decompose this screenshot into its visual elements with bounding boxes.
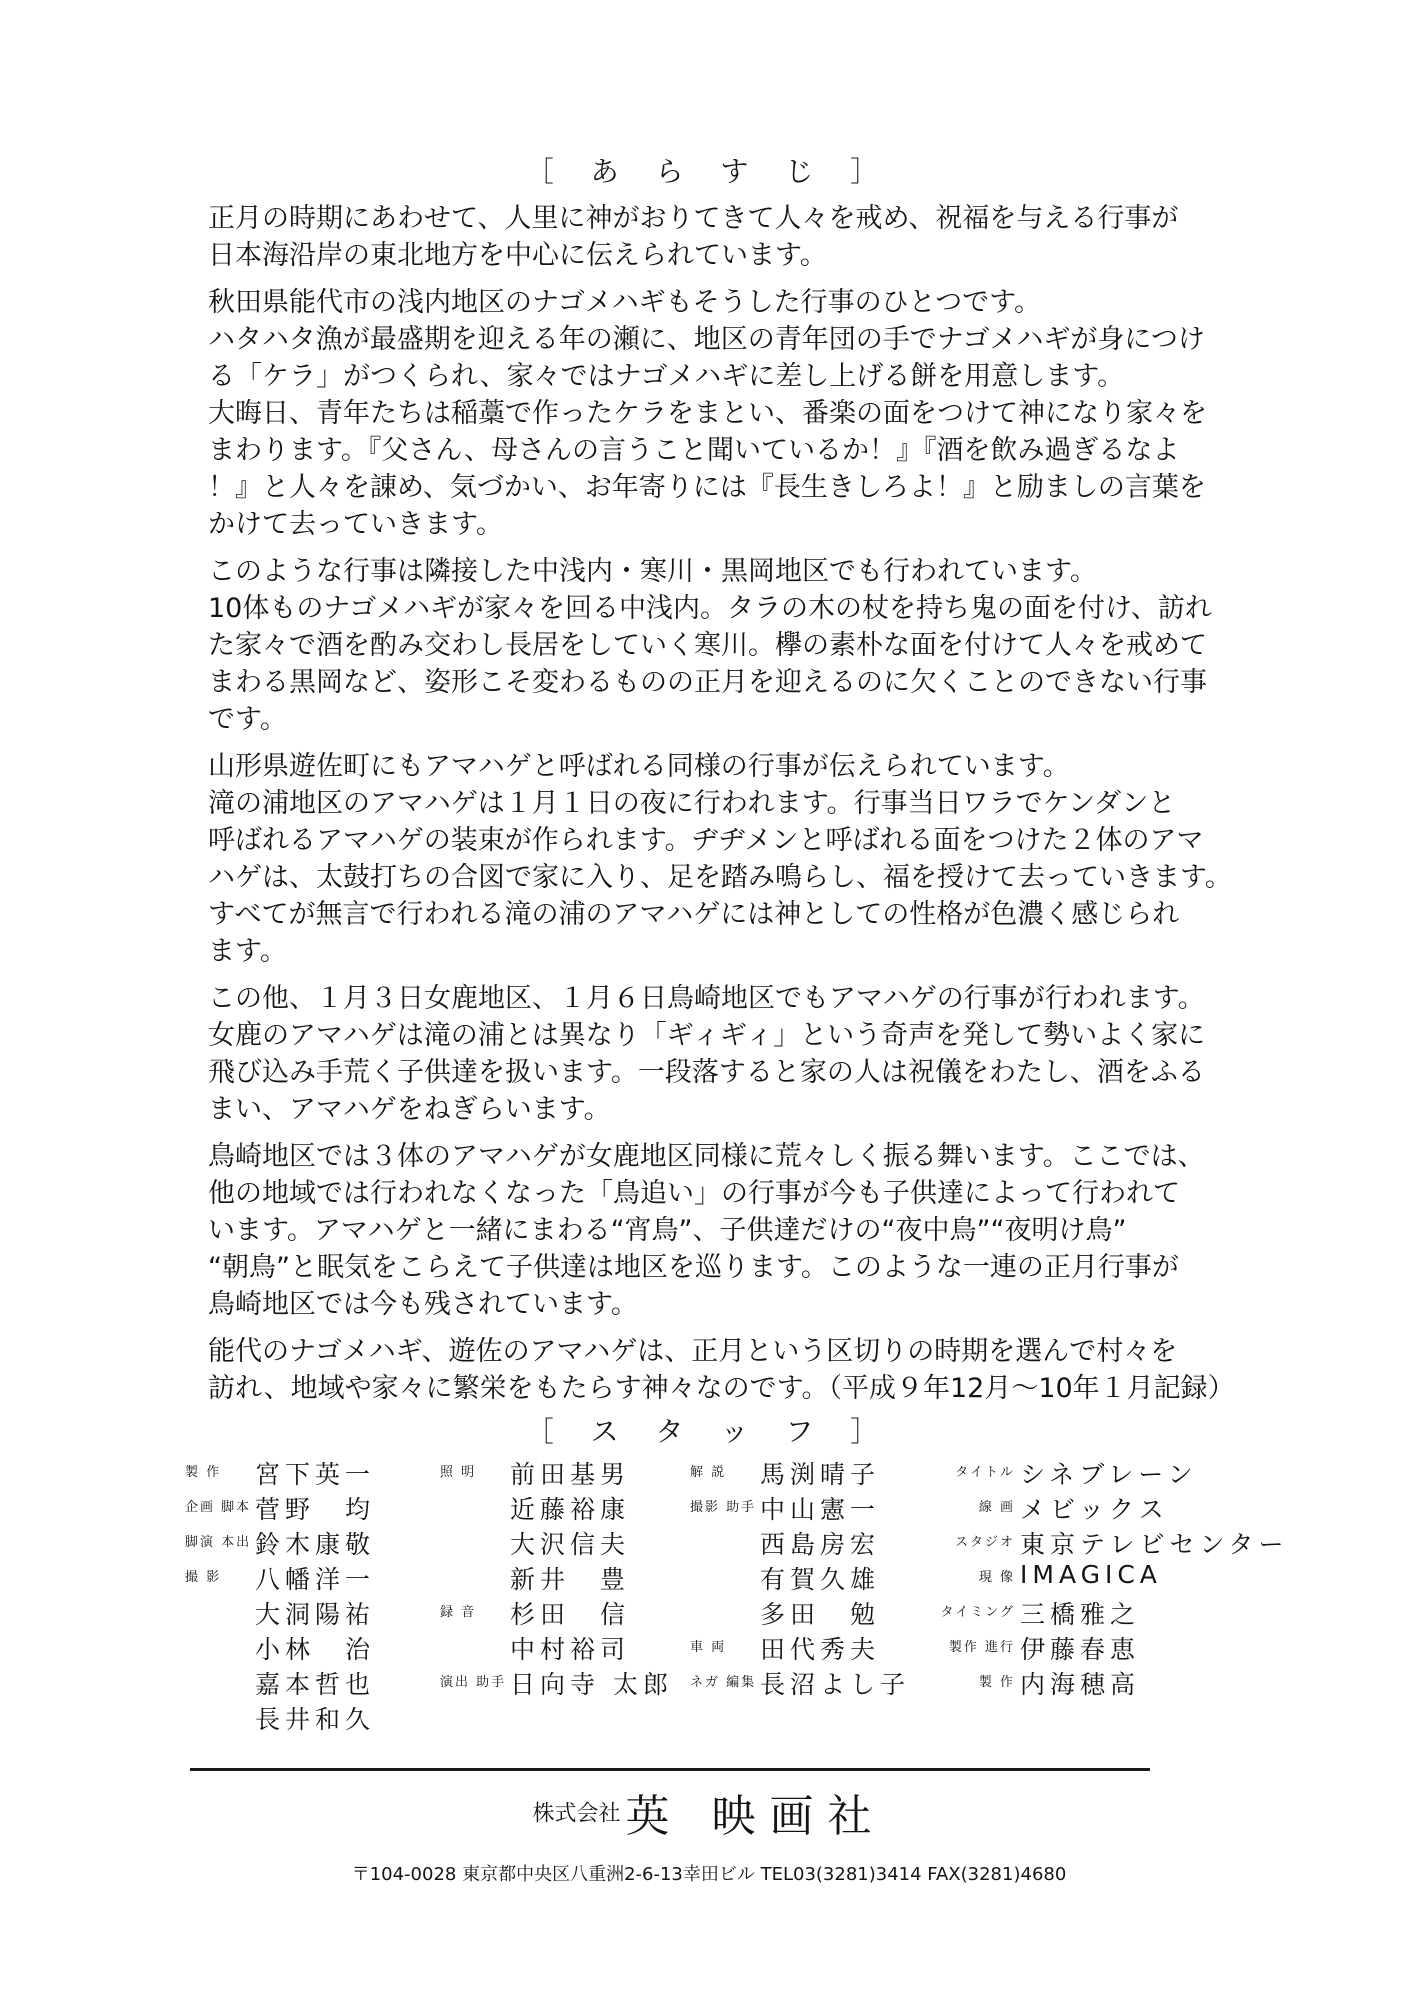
- synopsis-paragraph: [208, 1333, 1235, 1407]
- staff-credit: [900, 1595, 1230, 1630]
- staff-credit: [900, 1665, 1230, 1700]
- staff-name: 八幡洋一: [255, 1565, 376, 1594]
- staff-name: 西島房宏: [760, 1530, 881, 1559]
- synopsis-line: すべてが無言で行われる滝の浦のアマハゲには神としての性格が色濃く感じられ: [208, 899, 1180, 930]
- staff-role: 撮 影: [185, 1570, 222, 1585]
- synopsis-line: 滝の浦地区のアマハゲは１月１日の夜に行われます。行事当日ワラでケンダンと: [208, 788, 1176, 819]
- synopsis-line: まわる黒岡など、姿形こそ変わるものの正月を迎えるのに欠くことのできない行事: [208, 667, 1207, 698]
- synopsis-line: 能代のナゴメハギ、遊佐のアマハゲは、正月という区切りの時期を選んで村々を: [208, 1336, 1178, 1367]
- synopsis-paragraph: [208, 553, 1212, 738]
- staff-role: 撮影 助手: [690, 1500, 757, 1515]
- staff-name: 長井和久: [255, 1705, 376, 1734]
- staff-name: 日向寺 太郎: [510, 1670, 673, 1699]
- staff-name: 菅野 均: [255, 1495, 376, 1524]
- staff-name: IMAGICA: [1020, 1560, 1162, 1589]
- synopsis-line: です。: [208, 704, 287, 735]
- staff-role: ネガ 編集: [690, 1675, 757, 1690]
- synopsis-line: まわります。『父さん、母さんの言うこと聞いているか！』『酒を飲み過ぎるなよ: [208, 435, 1180, 466]
- staff-role: 製 作: [978, 1675, 1015, 1690]
- synopsis-line: 他の地域では行われなくなった「鳥追い」の行事が今も子供達によって行われて: [208, 1178, 1180, 1209]
- synopsis-line: かけて去っていきます。: [208, 509, 503, 540]
- synopsis-line: ハゲは、太鼓打ちの合図で家に入り、足を踏み鳴らし、福を授けて去っていきます。: [208, 862, 1232, 893]
- staff-name: 新井 豊: [510, 1565, 631, 1594]
- staff-name: 中村裕司: [510, 1635, 631, 1664]
- synopsis-paragraph: [208, 1138, 1205, 1323]
- staff-name: 嘉本哲也: [255, 1670, 376, 1699]
- staff-role: 製 作: [185, 1465, 222, 1480]
- staff-column-4: [900, 1455, 1289, 1700]
- staff-role: 製作 進行: [948, 1640, 1015, 1655]
- staff-name: 小林 治: [255, 1635, 376, 1664]
- staff-credit: [900, 1455, 1230, 1490]
- synopsis-line: このような行事は隣接した中浅内・寒川・黒岡地区でも行われています。: [208, 556, 1097, 587]
- staff-name: 鈴木康敬: [255, 1530, 376, 1559]
- synopsis-line: ます。: [208, 936, 287, 967]
- synopsis-line: まい、アマハゲをねぎらいます。: [208, 1094, 611, 1125]
- staff-name: 近藤裕康: [510, 1495, 631, 1524]
- staff-name: 有賀久雄: [760, 1565, 881, 1594]
- staff-name: 東京テレビセンター: [1020, 1530, 1289, 1559]
- staff-name: 内海穂高: [1020, 1670, 1141, 1699]
- staff-role: 脚演 本出: [185, 1535, 252, 1550]
- staff-role: 演出 助手: [440, 1675, 507, 1690]
- synopsis-line: この他、１月３日女鹿地区、１月６日鳥崎地区でもアマハゲの行事が行われます。: [208, 983, 1205, 1014]
- staff-heading: ［ ス タ ッ フ ］: [525, 1415, 893, 1448]
- staff-name: 杉田 信: [510, 1600, 631, 1629]
- synopsis-line: 日本海沿岸の東北地方を中心に伝えられています。: [208, 240, 827, 271]
- staff-name: メビックス: [1020, 1495, 1169, 1524]
- synopsis-body: [208, 200, 1235, 1417]
- staff-name: 大沢信夫: [510, 1530, 631, 1559]
- synopsis-line: 鳥崎地区では３体のアマハゲが女鹿地区同様に荒々しく振る舞います。ここでは、: [208, 1141, 1205, 1172]
- staff-role: 解 説: [690, 1465, 727, 1480]
- staff-credit: [900, 1560, 1230, 1595]
- staff-name: 田代秀夫: [760, 1635, 881, 1664]
- staff-role: 現 像: [978, 1570, 1015, 1585]
- synopsis-line: る「ケラ」がつくられ、家々ではナゴメハギに差し上げる餅を用意します。: [208, 361, 1125, 392]
- synopsis-line: 呼ばれるアマハゲの装束が作られます。ヂヂメンと呼ばれる面をつけた２体のアマ: [208, 825, 1204, 856]
- synopsis-paragraph: [208, 200, 1198, 274]
- staff-credit: [185, 1700, 515, 1735]
- staff-name: 大洞陽祐: [255, 1600, 376, 1629]
- staff-name: 馬渕晴子: [760, 1460, 881, 1489]
- staff-name: 多田 勉: [760, 1600, 881, 1629]
- synopsis-line: 山形県遊佐町にもアマハゲと呼ばれる同様の行事が伝えられています。: [208, 751, 1070, 782]
- synopsis-heading: ［ あ ら す じ ］: [525, 155, 893, 188]
- synopsis-line: います。アマハゲと一緒にまわる“宵鳥”、子供達だけの“夜中鳥”“夜明け鳥”: [208, 1215, 1127, 1246]
- synopsis-paragraph: [208, 748, 1232, 970]
- staff-role: 照 明: [440, 1465, 477, 1480]
- synopsis-line: 鳥崎地区では今も残されています。: [208, 1289, 638, 1320]
- staff-role: タイトル: [955, 1465, 1015, 1480]
- staff-role: 企画 脚本: [185, 1500, 252, 1515]
- synopsis-line: 女鹿のアマハゲは滝の浦とは異なり「ギィギィ」という奇声を発して勢いよく家に: [208, 1020, 1206, 1051]
- divider-rule: [190, 1768, 1150, 1771]
- staff-role: 線 画: [978, 1500, 1015, 1515]
- company-block: [0, 1780, 1418, 1844]
- staff-role: スタジオ: [954, 1535, 1015, 1550]
- staff-role: 録 音: [440, 1605, 477, 1620]
- staff-role: タイミング: [940, 1605, 1015, 1620]
- staff-credit: [900, 1525, 1289, 1560]
- company-address: 〒104-0028 東京都中央区八重洲2-6-13幸田ビル TEL03(3281)3414 FAX(3281)4680: [351, 1864, 1067, 1885]
- staff-name: シネブレーン: [1020, 1460, 1198, 1489]
- synopsis-line: “朝鳥”と眠気をこらえて子供達は地区を巡ります。このような一連の正月行事が: [208, 1252, 1179, 1283]
- staff-name: 宮下英一: [255, 1460, 376, 1489]
- synopsis-line: ハタハタ漁が最盛期を迎える年の瀬に、地区の青年団の手でナゴメハギが身につけ: [208, 324, 1205, 355]
- synopsis-paragraph: [208, 284, 1207, 543]
- synopsis-paragraph: [208, 980, 1206, 1128]
- synopsis-line: た家々で酒を酌み交わし長居をしていく寒川。欅の素朴な面を付けて人々を戒めて: [208, 630, 1207, 661]
- synopsis-line: ！』と人々を諌め、気づかい、お年寄りには『長生きしろよ！』と励ましの言葉を: [208, 472, 1206, 503]
- staff-credit: [900, 1630, 1230, 1665]
- synopsis-line: 正月の時期にあわせて、人里に神がおりてきて人々を戒め、祝福を与える行事が: [208, 203, 1179, 234]
- staff-name: 伊藤春恵: [1020, 1635, 1141, 1664]
- staff-name: 三橋雅之: [1020, 1600, 1141, 1629]
- synopsis-line: 大晦日、青年たちは稲藁で作ったケラをまとい、番楽の面をつけて神になり家々を: [208, 398, 1207, 429]
- staff-name: 前田基男: [510, 1460, 631, 1489]
- synopsis-line: 飛び込み手荒く子供達を扱います。一段落すると家の人は祝儀をわたし、酒をふる: [208, 1057, 1205, 1088]
- staff-name: 長沼よし子: [760, 1670, 911, 1699]
- staff-role: 車 両: [690, 1640, 727, 1655]
- synopsis-line: 10体ものナゴメハギが家々を回る中浅内。タラの木の杖を持ち鬼の面を付け、訪れ: [208, 593, 1212, 624]
- staff-name: 中山憲一: [760, 1495, 881, 1524]
- company-name: 英 映画社: [625, 1791, 886, 1842]
- company-prefix: 株式会社: [532, 1801, 621, 1827]
- synopsis-line: 訪れ、地域や家々に繁栄をもたらす神々なのです。（平成９年12月～10年１月記録）: [208, 1373, 1235, 1404]
- staff-credit: [900, 1490, 1230, 1525]
- synopsis-line: 秋田県能代市の浅内地区のナゴメハギもそうした行事のひとつです。: [208, 287, 1041, 318]
